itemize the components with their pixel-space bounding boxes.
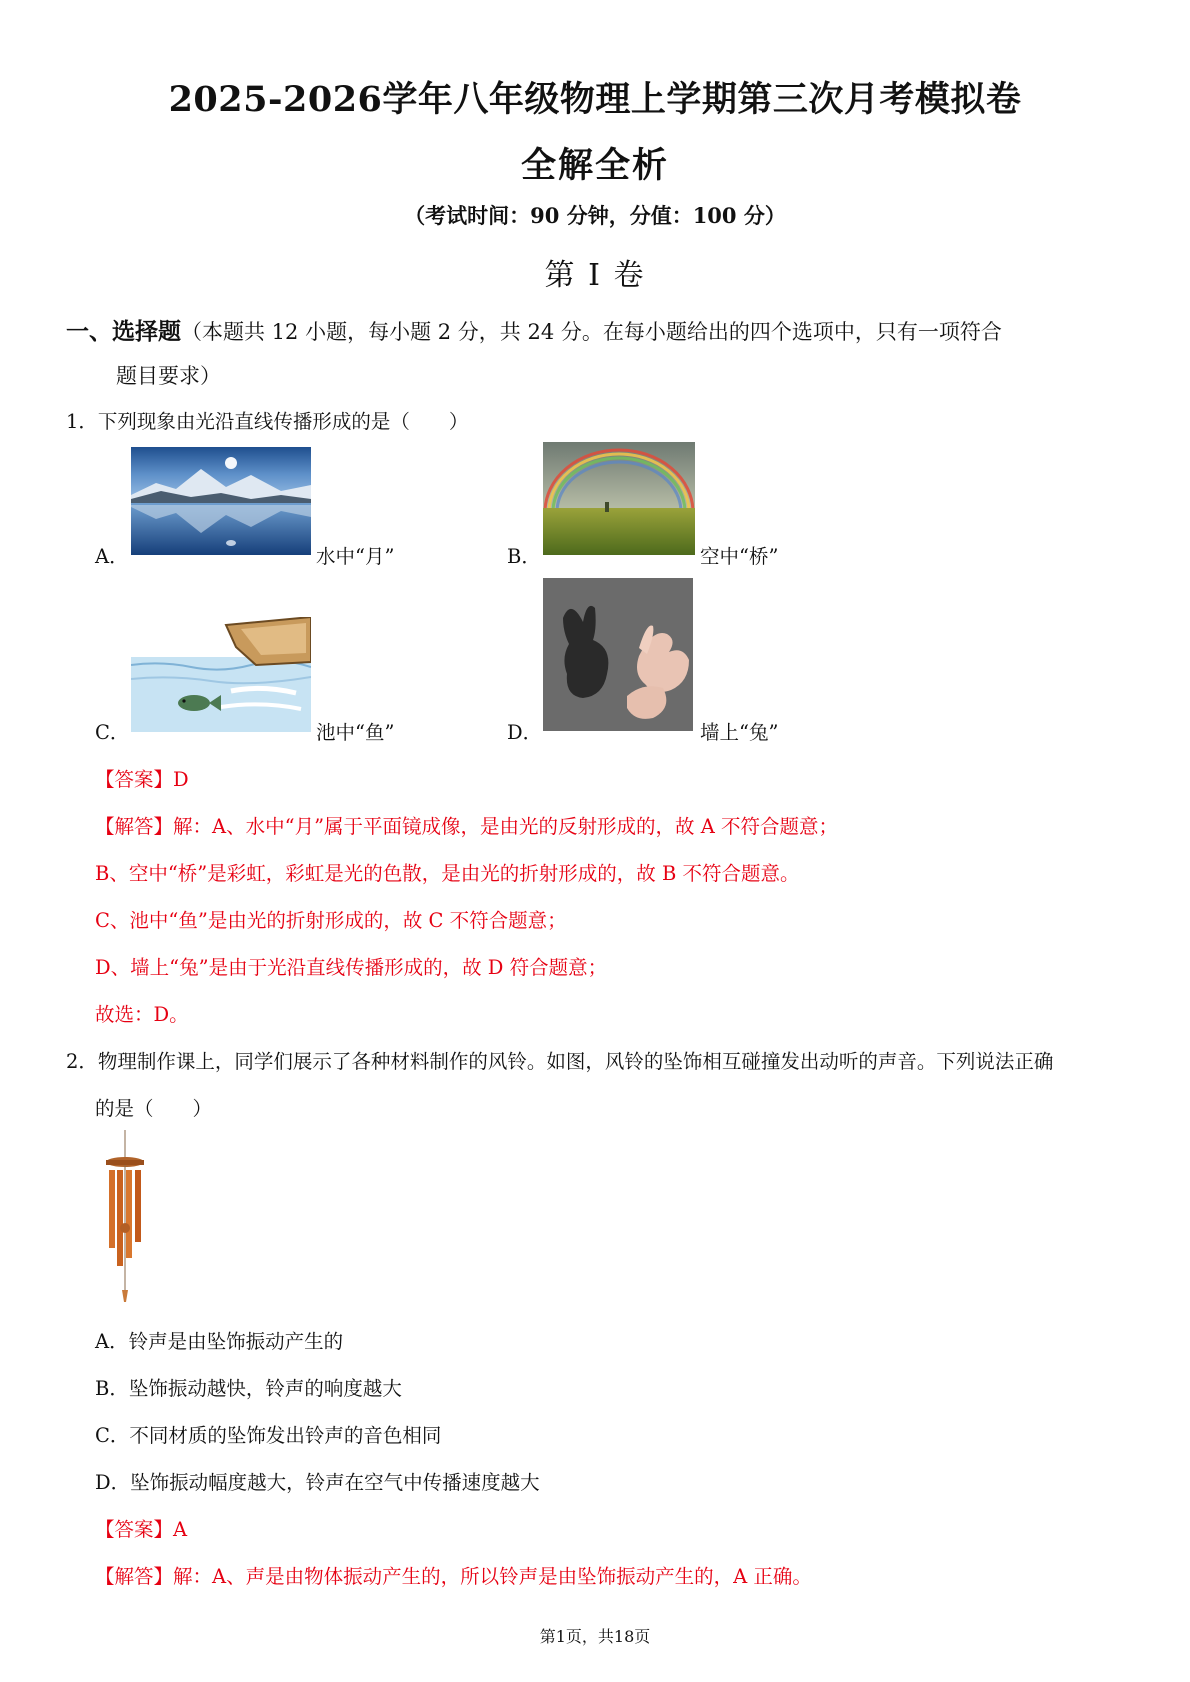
q2-option-a: A．铃声是由坠饰振动产生的 xyxy=(95,1330,344,1353)
q1-option-a-caption: 水中“月” xyxy=(316,545,395,568)
q1-explain-line-3: C、池中“鱼”是由光的折射形成的，故 C 不符合题意； xyxy=(95,909,567,932)
section-heading xyxy=(66,310,1126,398)
q1-explain-line-1 xyxy=(95,811,838,839)
q1-answer: 【答案】D xyxy=(95,768,189,791)
q1-stem: 1．下列现象由光沿直线传播形成的是（ ） xyxy=(66,410,469,433)
doc-subtitle: 全解全析 xyxy=(520,145,669,186)
q2-stem: 2．物理制作课上，同学们展示了各种材料制作的风铃。如图，风铃的坠饰相互碰撞发出动听的声音。下列说法正确 xyxy=(66,1050,1054,1073)
q1-option-c-letter: C． xyxy=(95,721,130,744)
q1-option-b-letter: B． xyxy=(507,545,541,568)
q2-stem-cont: 的是（ ） xyxy=(95,1097,213,1120)
q1-option-b-caption: 空中“桥” xyxy=(700,545,779,568)
q1-option-c-image xyxy=(131,617,311,732)
section-desc-cont: 题目要求） xyxy=(116,364,221,388)
section-desc: （本题共 12 小题，每小题 2 分，共 24 分。在每小题给出的四个选项中，只有一项符合 xyxy=(181,320,1002,344)
q2-option-b: B．坠饰振动越快，铃声的响度越大 xyxy=(95,1377,402,1400)
q1-option-d-image xyxy=(543,578,693,731)
q1-option-d-caption: 墙上“兔” xyxy=(700,721,779,744)
q1-option-b-image xyxy=(543,442,695,555)
q2-explain-line-1 xyxy=(95,1561,812,1589)
q1-option-d-letter: D． xyxy=(507,721,543,744)
q1-explain-line-4: D、墙上“兔”是由于光沿直线传播形成的，故 D 符合题意； xyxy=(95,956,608,979)
q2-wind-chime-image xyxy=(95,1130,155,1305)
q1-option-a-image xyxy=(131,447,311,555)
q1-option-a-letter: A． xyxy=(95,545,129,568)
section-title: 一、选择题 xyxy=(66,318,181,345)
q1-explain-text: 解：A、水中“月”属于平面镜成像，是由光的反射形成的，故 A 不符合题意； xyxy=(173,815,839,838)
q2-option-d: D．坠饰振动幅度越大，铃声在空气中传播速度越大 xyxy=(95,1471,540,1494)
q2-explain-text: 解：A、声是由物体振动产生的，所以铃声是由坠饰振动产生的，A 正确。 xyxy=(173,1565,812,1588)
q1-option-c-caption: 池中“鱼” xyxy=(316,721,395,744)
q2-option-c: C．不同材质的坠饰发出铃声的音色相同 xyxy=(95,1424,442,1447)
volume-label: 第 I 卷 xyxy=(544,258,646,293)
q1-explain-line-2: B、空中“桥”是彩虹，彩虹是光的色散，是由光的折射形成的，故 B 不符合题意。 xyxy=(95,862,800,885)
q2-answer: 【答案】A xyxy=(95,1518,188,1541)
q1-explain-line-5: 故选：D。 xyxy=(95,1003,189,1026)
q1-explain-tag: 【解答】 xyxy=(95,815,174,838)
page-number: 第1页，共18页 xyxy=(539,1627,651,1646)
exam-info: （考试时间：90 分钟，分值：100 分） xyxy=(404,203,786,228)
doc-title: 2025-2026学年八年级物理上学期第三次月考模拟卷 xyxy=(168,79,1022,120)
q2-explain-tag: 【解答】 xyxy=(95,1565,174,1588)
